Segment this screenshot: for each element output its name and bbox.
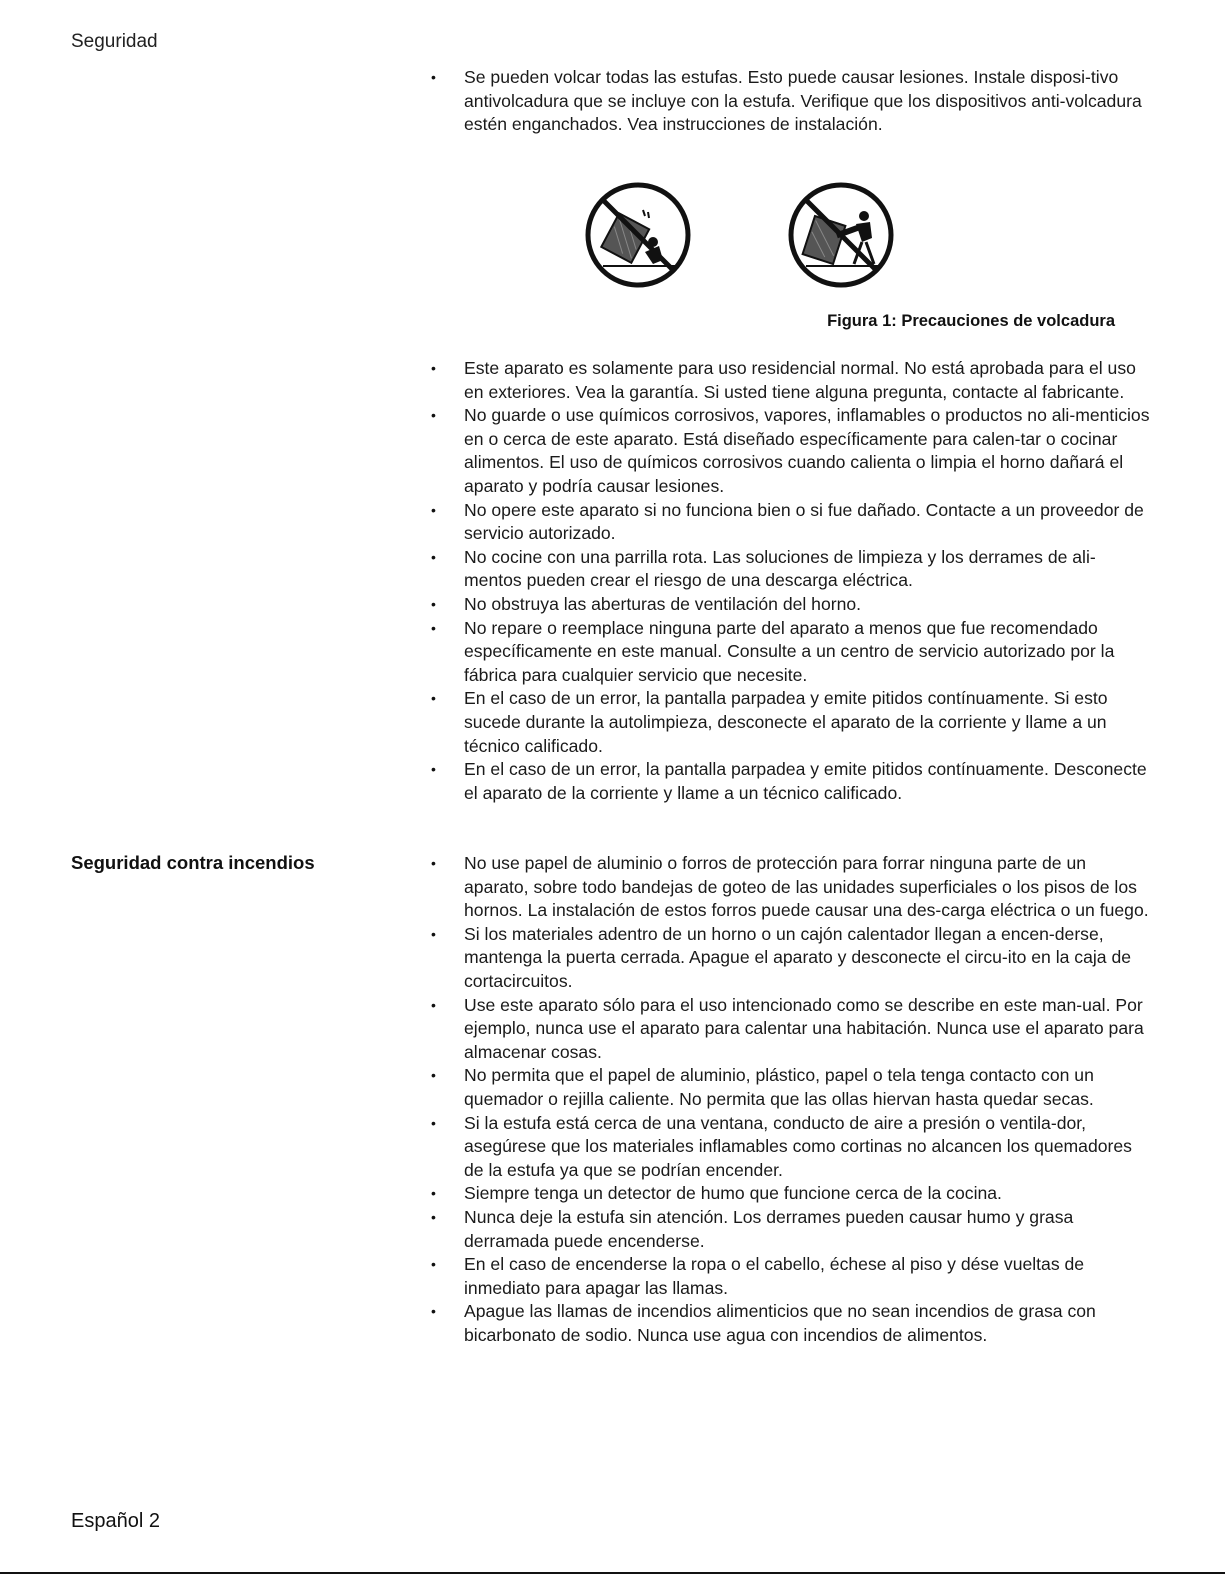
- tipping-precautions-figure: [583, 180, 903, 300]
- list-item: • No guarde o use químicos corrosivos, vapores, inflamables o productos no ali-menticios en o cerca de este aparato. Está diseñado específicamente para calen-tar o cocinar alimentos. El uso de químicos corrosivos cuando calienta o limpia el horno dañará el aparato y podría causar lesiones.: [431, 404, 1151, 498]
- list-item: • Siempre tenga un detector de humo que funcione cerca de la cocina.: [431, 1182, 1151, 1206]
- list-item: • Si la estufa está cerca de una ventana, conducto de aire a presión o ventila-dor, asegúrese que los materiales inflamables como cortinas no alcancen los quemadores de la estufa ya que se podrían encender.: [431, 1112, 1151, 1183]
- running-header: Seguridad: [71, 31, 158, 52]
- tipping-warning-list: [431, 66, 1151, 137]
- list-item: • En el caso de un error, la pantalla parpadea y emite pitidos contínuamente. Desconecte el aparato de la corriente y llame a un técnico calificado.: [431, 758, 1151, 805]
- list-item: • No permita que el papel de aluminio, plástico, papel o tela tenga contacto con un quemador o rejilla caliente. No permita que las ollas hiervan hasta quedar secas.: [431, 1064, 1151, 1111]
- list-item: • Si los materiales adentro de un horno o un cajón calentador llegan a encen-derse, mantenga la puerta cerrada. Apague el aparato y desconecte el circu-ito en la caja de cortacircuitos.: [431, 923, 1151, 994]
- section-heading-fire-safety: Seguridad contra incendios: [71, 852, 315, 873]
- list-item: • No cocine con una parrilla rota. Las soluciones de limpieza y los derrames de ali-mentos pueden crear el riesgo de una descarga eléctrica.: [431, 546, 1151, 593]
- list-item: • No use papel de aluminio o forros de protección para forrar ninguna parte de un aparato, sobre todo bandejas de goteo de las unidades superficiales o los pisos de los hornos. La instalación de estos forros puede causar una des-carga eléctrica o un fuego.: [431, 852, 1151, 923]
- general-safety-list: [431, 357, 1151, 805]
- no-tipping-child-icon: [583, 180, 693, 290]
- no-climbing-oven-door-icon: [786, 180, 896, 290]
- list-item: • Se pueden volcar todas las estufas. Esto puede causar lesiones. Instale disposi-tivo antivolcadura que se incluye con la estufa. Verifique que los dispositivos anti-volcadura estén enganchados. Vea instrucciones de instalación.: [431, 66, 1151, 137]
- fire-safety-list: [431, 852, 1151, 1347]
- figure-caption: Figura 1: Precauciones de volcadura: [827, 312, 1115, 330]
- list-item: • Apague las llamas de incendios alimenticios que no sean incendios de grasa con bicarbonato de sodio. Nunca use agua con incendios de alimentos.: [431, 1300, 1151, 1347]
- bottom-rule: [0, 1572, 1225, 1574]
- list-item: • No opere este aparato si no funciona bien o si fue dañado. Contacte a un proveedor de servicio autorizado.: [431, 499, 1151, 546]
- list-item: • En el caso de encenderse la ropa o el cabello, échese al piso y dése vueltas de inmediato para apagar las llamas.: [431, 1253, 1151, 1300]
- list-item: • Este aparato es solamente para uso residencial normal. No está aprobada para el uso en exteriores. Vea la garantía. Si usted tiene alguna pregunta, contacte al fabricante.: [431, 357, 1151, 404]
- list-item: • Use este aparato sólo para el uso intencionado como se describe en este man-ual. Por ejemplo, nunca use el aparato para calentar una habitación. Nunca use el aparato para almacenar cosas.: [431, 994, 1151, 1065]
- page-footer: Español 2: [71, 1510, 160, 1532]
- list-item: • Nunca deje la estufa sin atención. Los derrames pueden causar humo y grasa derramada puede encenderse.: [431, 1206, 1151, 1253]
- list-item: • No obstruya las aberturas de ventilación del horno.: [431, 593, 1151, 617]
- list-item: • No repare o reemplace ninguna parte del aparato a menos que fue recomendado específicamente en este manual. Consulte a un centro de servicio autorizado por la fábrica para cualquier servicio que necesite.: [431, 617, 1151, 688]
- list-item: • En el caso de un error, la pantalla parpadea y emite pitidos contínuamente. Si esto sucede durante la autolimpieza, desconecte el aparato de la corriente y llame a un técnico calificado.: [431, 687, 1151, 758]
